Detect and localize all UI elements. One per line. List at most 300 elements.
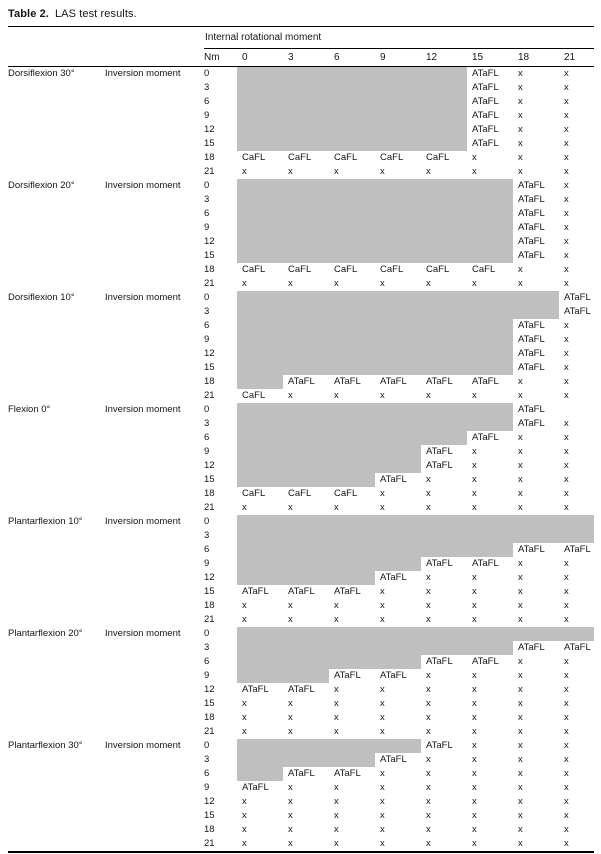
result-cell-shaded bbox=[283, 109, 329, 123]
result-cell: x bbox=[518, 446, 523, 457]
result-cell: x bbox=[564, 586, 569, 597]
result-cell: x bbox=[518, 614, 523, 625]
result-cell-shaded bbox=[329, 445, 375, 459]
result-cell-shaded bbox=[329, 361, 375, 375]
nm-value: 6 bbox=[204, 208, 210, 219]
result-cell: x bbox=[242, 824, 247, 835]
result-cell: x bbox=[564, 250, 569, 261]
table-caption-label: Table 2. bbox=[8, 8, 49, 20]
result-cell: x bbox=[564, 838, 569, 849]
result-cell-shaded bbox=[329, 249, 375, 263]
result-cell: x bbox=[472, 810, 477, 821]
result-cell: x bbox=[564, 502, 569, 513]
nm-value: 18 bbox=[204, 600, 215, 611]
moment-spacer bbox=[105, 459, 204, 473]
result-cell: ATaFL bbox=[426, 558, 453, 569]
table-row bbox=[8, 81, 594, 95]
table-head bbox=[8, 27, 594, 67]
result-cell-shaded bbox=[237, 669, 283, 683]
result-cell: x bbox=[380, 698, 385, 709]
result-cell: x bbox=[288, 698, 293, 709]
result-cell: x bbox=[380, 488, 385, 499]
moment-column-header: 21 bbox=[559, 49, 594, 67]
result-cell-shaded bbox=[375, 655, 421, 669]
result-cell: x bbox=[334, 838, 339, 849]
result-cell: x bbox=[288, 838, 293, 849]
result-cell: x bbox=[564, 768, 569, 779]
result-cell-shaded bbox=[237, 431, 283, 445]
result-cell: x bbox=[288, 502, 293, 513]
nm-value: 9 bbox=[204, 446, 210, 457]
nm-value: 0 bbox=[204, 292, 210, 303]
result-cell-shaded bbox=[329, 221, 375, 235]
result-cell: x bbox=[426, 712, 431, 723]
result-cell-shaded bbox=[237, 767, 283, 781]
result-cell-shaded bbox=[329, 529, 375, 543]
condition-spacer bbox=[8, 361, 105, 375]
table-row bbox=[8, 277, 594, 291]
result-cell-shaded bbox=[329, 543, 375, 557]
result-cell: ATaFL bbox=[334, 670, 361, 681]
result-cell: CaFL bbox=[334, 488, 358, 499]
table-row bbox=[8, 179, 594, 193]
table-row bbox=[8, 515, 594, 529]
result-cell: ATaFL bbox=[380, 572, 407, 583]
result-cell: ATaFL bbox=[334, 768, 361, 779]
result-cell: x bbox=[564, 222, 569, 233]
moment-spacer bbox=[105, 543, 204, 557]
result-cell-shaded bbox=[467, 515, 513, 529]
result-cell: x bbox=[564, 320, 569, 331]
moment-spacer bbox=[105, 529, 204, 543]
condition-spacer bbox=[8, 711, 105, 725]
result-cell: x bbox=[518, 838, 523, 849]
result-cell-shaded bbox=[513, 529, 559, 543]
table-row bbox=[8, 669, 594, 683]
nm-value: 15 bbox=[204, 362, 215, 373]
result-cell-shaded bbox=[237, 543, 283, 557]
result-cell: x bbox=[564, 740, 569, 751]
result-cell-shaded bbox=[329, 627, 375, 641]
result-cell: x bbox=[518, 698, 523, 709]
result-cell: x bbox=[472, 446, 477, 457]
moment-spacer bbox=[105, 249, 204, 263]
table-row bbox=[8, 403, 594, 417]
condition-spacer bbox=[8, 697, 105, 711]
result-cell: x bbox=[472, 474, 477, 485]
table-row bbox=[8, 571, 594, 585]
result-cell-shaded bbox=[329, 347, 375, 361]
result-cell: ATaFL bbox=[288, 684, 315, 695]
moment-spacer bbox=[105, 417, 204, 431]
nm-value: 15 bbox=[204, 810, 215, 821]
result-cell: x bbox=[334, 614, 339, 625]
result-cell-shaded bbox=[283, 137, 329, 151]
result-cell-shaded bbox=[421, 109, 467, 123]
result-cell: x bbox=[564, 208, 569, 219]
table-row bbox=[8, 753, 594, 767]
nm-value: 9 bbox=[204, 558, 210, 569]
result-cell: x bbox=[518, 376, 523, 387]
table-row bbox=[8, 767, 594, 781]
result-cell: x bbox=[518, 488, 523, 499]
result-cell-shaded bbox=[283, 333, 329, 347]
table-row bbox=[8, 655, 594, 669]
moment-spacer bbox=[105, 641, 204, 655]
result-cell-shaded bbox=[375, 193, 421, 207]
result-cell-shaded bbox=[421, 529, 467, 543]
result-cell: x bbox=[380, 684, 385, 695]
result-cell-shaded bbox=[375, 123, 421, 137]
result-cell-shaded bbox=[237, 333, 283, 347]
result-cell: ATaFL bbox=[472, 138, 499, 149]
condition-spacer bbox=[8, 613, 105, 627]
condition-spacer bbox=[8, 417, 105, 431]
result-cell: ATaFL bbox=[518, 194, 545, 205]
result-cell: x bbox=[380, 782, 385, 793]
nm-value: 21 bbox=[204, 278, 215, 289]
result-cell-shaded bbox=[329, 193, 375, 207]
result-cell-shaded bbox=[375, 291, 421, 305]
result-cell-shaded bbox=[421, 403, 467, 417]
nm-unit-label: Nm bbox=[204, 49, 237, 67]
result-cell: x bbox=[334, 796, 339, 807]
result-cell: x bbox=[518, 82, 523, 93]
result-cell: x bbox=[472, 684, 477, 695]
nm-value: 18 bbox=[204, 824, 215, 835]
result-cell: x bbox=[426, 278, 431, 289]
result-cell-shaded bbox=[237, 655, 283, 669]
result-cell: ATaFL bbox=[472, 110, 499, 121]
result-cell: x bbox=[334, 698, 339, 709]
result-cell: x bbox=[518, 754, 523, 765]
condition-spacer bbox=[8, 445, 105, 459]
moment-spacer bbox=[105, 767, 204, 781]
result-cell: x bbox=[564, 600, 569, 611]
result-cell-shaded bbox=[237, 319, 283, 333]
nm-value: 21 bbox=[204, 726, 215, 737]
result-cell-shaded bbox=[421, 543, 467, 557]
nm-value: 21 bbox=[204, 838, 215, 849]
moment-spacer bbox=[105, 487, 204, 501]
table-row bbox=[8, 711, 594, 725]
moment-spacer bbox=[105, 711, 204, 725]
result-cell: x bbox=[334, 278, 339, 289]
result-cell-shaded bbox=[467, 641, 513, 655]
result-cell-shaded bbox=[421, 417, 467, 431]
result-cell: CaFL bbox=[380, 152, 404, 163]
moment-type-label: Inversion moment bbox=[105, 516, 181, 527]
nm-value: 3 bbox=[204, 530, 210, 541]
result-cell-shaded bbox=[283, 571, 329, 585]
result-cell-shaded bbox=[283, 221, 329, 235]
table-row bbox=[8, 333, 594, 347]
condition-spacer bbox=[8, 809, 105, 823]
result-cell: x bbox=[564, 432, 569, 443]
nm-value: 6 bbox=[204, 544, 210, 555]
result-cell: x bbox=[426, 698, 431, 709]
nm-value: 3 bbox=[204, 418, 210, 429]
result-cell-shaded bbox=[237, 375, 283, 389]
condition-label: Plantarflexion 30° bbox=[8, 740, 83, 751]
moment-spacer bbox=[105, 193, 204, 207]
result-cell: ATaFL bbox=[242, 684, 269, 695]
result-cell: x bbox=[564, 712, 569, 723]
condition-spacer bbox=[8, 151, 105, 165]
result-cell-shaded bbox=[513, 305, 559, 319]
result-cell-shaded bbox=[237, 193, 283, 207]
result-cell-shaded bbox=[467, 221, 513, 235]
moment-spacer bbox=[105, 431, 204, 445]
result-cell-shaded bbox=[375, 221, 421, 235]
moment-spacer bbox=[105, 333, 204, 347]
nm-value: 9 bbox=[204, 110, 210, 121]
result-cell: x bbox=[564, 152, 569, 163]
moment-spacer bbox=[105, 501, 204, 515]
result-cell: ATaFL bbox=[518, 236, 545, 247]
condition-spacer bbox=[8, 725, 105, 739]
result-cell: x bbox=[426, 586, 431, 597]
table-row bbox=[8, 641, 594, 655]
result-cell-shaded bbox=[237, 417, 283, 431]
moment-spacer bbox=[105, 389, 204, 403]
moment-spacer bbox=[105, 375, 204, 389]
condition-spacer bbox=[8, 459, 105, 473]
result-cell-shaded bbox=[421, 515, 467, 529]
condition-spacer bbox=[8, 823, 105, 837]
result-cell: x bbox=[518, 558, 523, 569]
result-cell: x bbox=[380, 600, 385, 611]
result-cell: x bbox=[564, 726, 569, 737]
result-cell: x bbox=[564, 194, 569, 205]
result-cell: x bbox=[242, 614, 247, 625]
result-cell-shaded bbox=[467, 529, 513, 543]
result-cell-shaded bbox=[513, 515, 559, 529]
table-row bbox=[8, 501, 594, 515]
condition-spacer bbox=[8, 109, 105, 123]
result-cell-shaded bbox=[329, 431, 375, 445]
result-cell: x bbox=[564, 376, 569, 387]
result-cell-shaded bbox=[283, 445, 329, 459]
nm-value: 15 bbox=[204, 698, 215, 709]
condition-spacer bbox=[8, 585, 105, 599]
result-cell-shaded bbox=[237, 753, 283, 767]
nm-value: 9 bbox=[204, 782, 210, 793]
result-cell-shaded bbox=[329, 753, 375, 767]
result-cell: x bbox=[472, 600, 477, 611]
result-cell-shaded bbox=[283, 95, 329, 109]
condition-label: Flexion 0° bbox=[8, 404, 51, 415]
result-cell: x bbox=[472, 824, 477, 835]
result-cell-shaded bbox=[375, 347, 421, 361]
result-cell: CaFL bbox=[288, 152, 312, 163]
condition-spacer bbox=[8, 669, 105, 683]
table-row bbox=[8, 809, 594, 823]
nm-value: 12 bbox=[204, 124, 215, 135]
result-cell: x bbox=[288, 614, 293, 625]
result-cell-shaded bbox=[283, 669, 329, 683]
result-cell: x bbox=[518, 138, 523, 149]
table-row bbox=[8, 459, 594, 473]
result-cell: CaFL bbox=[288, 488, 312, 499]
moment-spacer bbox=[105, 277, 204, 291]
condition-spacer bbox=[8, 529, 105, 543]
result-cell: x bbox=[426, 572, 431, 583]
result-cell-shaded bbox=[375, 95, 421, 109]
condition-spacer bbox=[8, 221, 105, 235]
result-cell-empty bbox=[559, 403, 594, 417]
nm-value: 12 bbox=[204, 684, 215, 695]
result-cell-shaded bbox=[421, 81, 467, 95]
result-cell: x bbox=[472, 586, 477, 597]
result-cell: ATaFL bbox=[518, 334, 545, 345]
result-cell-shaded bbox=[375, 179, 421, 193]
result-cell: x bbox=[242, 698, 247, 709]
result-cell-shaded bbox=[237, 305, 283, 319]
result-cell: ATaFL bbox=[288, 768, 315, 779]
result-cell-shaded bbox=[237, 207, 283, 221]
condition-label: Dorsiflexion 30° bbox=[8, 68, 75, 79]
result-cell: x bbox=[518, 586, 523, 597]
result-cell-shaded bbox=[375, 207, 421, 221]
result-cell-shaded bbox=[421, 361, 467, 375]
condition-spacer bbox=[8, 333, 105, 347]
result-cell: x bbox=[472, 152, 477, 163]
table-row bbox=[8, 221, 594, 235]
result-cell: x bbox=[564, 82, 569, 93]
result-cell-shaded bbox=[467, 235, 513, 249]
nm-value: 6 bbox=[204, 432, 210, 443]
result-cell-shaded bbox=[421, 291, 467, 305]
result-cell-shaded bbox=[283, 431, 329, 445]
condition-spacer bbox=[8, 767, 105, 781]
result-cell-shaded bbox=[329, 641, 375, 655]
result-cell: x bbox=[426, 166, 431, 177]
result-cell: x bbox=[564, 180, 569, 191]
result-cell-shaded bbox=[329, 333, 375, 347]
result-cell-shaded bbox=[375, 305, 421, 319]
moment-spacer bbox=[105, 207, 204, 221]
moment-spacer bbox=[105, 305, 204, 319]
table-row bbox=[8, 739, 594, 753]
result-cell: CaFL bbox=[288, 264, 312, 275]
result-cell-shaded bbox=[421, 95, 467, 109]
moment-type-label: Inversion moment bbox=[105, 292, 181, 303]
result-cell-shaded bbox=[421, 123, 467, 137]
condition-spacer bbox=[8, 571, 105, 585]
result-cell-shaded bbox=[283, 81, 329, 95]
result-cell-shaded bbox=[329, 95, 375, 109]
result-cell-shaded bbox=[237, 557, 283, 571]
condition-spacer bbox=[8, 193, 105, 207]
result-cell: x bbox=[564, 754, 569, 765]
nm-value: 9 bbox=[204, 222, 210, 233]
result-cell: x bbox=[518, 110, 523, 121]
condition-spacer bbox=[8, 263, 105, 277]
nm-value: 6 bbox=[204, 768, 210, 779]
table-row bbox=[8, 599, 594, 613]
result-cell-shaded bbox=[283, 123, 329, 137]
result-cell: x bbox=[564, 68, 569, 79]
result-cell: x bbox=[518, 264, 523, 275]
result-cell-shaded bbox=[283, 655, 329, 669]
table-row bbox=[8, 375, 594, 389]
condition-spacer bbox=[8, 431, 105, 445]
result-cell-shaded bbox=[467, 417, 513, 431]
result-cell: x bbox=[564, 614, 569, 625]
result-cell: ATaFL bbox=[518, 320, 545, 331]
result-cell-shaded bbox=[375, 403, 421, 417]
moment-spacer bbox=[105, 795, 204, 809]
result-cell: x bbox=[242, 796, 247, 807]
result-cell: CaFL bbox=[334, 152, 358, 163]
result-cell: ATaFL bbox=[518, 250, 545, 261]
moment-column-header: 15 bbox=[467, 49, 513, 67]
result-cell: x bbox=[518, 502, 523, 513]
result-cell-shaded bbox=[375, 81, 421, 95]
condition-spacer bbox=[8, 123, 105, 137]
nm-value: 12 bbox=[204, 348, 215, 359]
table-caption-text: LAS test results. bbox=[54, 8, 137, 20]
result-cell: x bbox=[518, 810, 523, 821]
result-cell-shaded bbox=[421, 431, 467, 445]
result-cell: x bbox=[288, 824, 293, 835]
table-row bbox=[8, 781, 594, 795]
result-cell-shaded bbox=[237, 361, 283, 375]
result-cell: x bbox=[564, 824, 569, 835]
result-cell-shaded bbox=[375, 361, 421, 375]
result-cell-shaded bbox=[467, 347, 513, 361]
result-cell: x bbox=[518, 796, 523, 807]
result-cell-shaded bbox=[375, 627, 421, 641]
result-cell-shaded bbox=[283, 179, 329, 193]
result-cell: x bbox=[564, 572, 569, 583]
table-row bbox=[8, 431, 594, 445]
result-cell: ATaFL bbox=[380, 754, 407, 765]
header-spacer bbox=[8, 49, 204, 67]
table-row bbox=[8, 487, 594, 501]
result-cell-shaded bbox=[283, 627, 329, 641]
table-row bbox=[8, 193, 594, 207]
moment-spacer bbox=[105, 753, 204, 767]
nm-value: 21 bbox=[204, 390, 215, 401]
result-cell-shaded bbox=[237, 529, 283, 543]
condition-spacer bbox=[8, 137, 105, 151]
result-cell: x bbox=[334, 810, 339, 821]
result-cell-shaded bbox=[329, 515, 375, 529]
result-cell-shaded bbox=[237, 235, 283, 249]
result-cell-shaded bbox=[329, 123, 375, 137]
result-cell: x bbox=[426, 810, 431, 821]
condition-spacer bbox=[8, 753, 105, 767]
table-row bbox=[8, 585, 594, 599]
result-cell-shaded bbox=[329, 235, 375, 249]
result-cell-shaded bbox=[329, 417, 375, 431]
result-cell: x bbox=[380, 390, 385, 401]
table-row bbox=[8, 123, 594, 137]
moment-spacer bbox=[105, 613, 204, 627]
result-cell-shaded bbox=[421, 67, 467, 82]
result-cell: x bbox=[564, 670, 569, 681]
table-row bbox=[8, 263, 594, 277]
nm-value: 6 bbox=[204, 656, 210, 667]
condition-spacer bbox=[8, 95, 105, 109]
result-cell-shaded bbox=[283, 557, 329, 571]
moment-spacer bbox=[105, 165, 204, 179]
result-cell: x bbox=[472, 838, 477, 849]
moment-spacer bbox=[105, 669, 204, 683]
moment-column-header: 9 bbox=[375, 49, 421, 67]
